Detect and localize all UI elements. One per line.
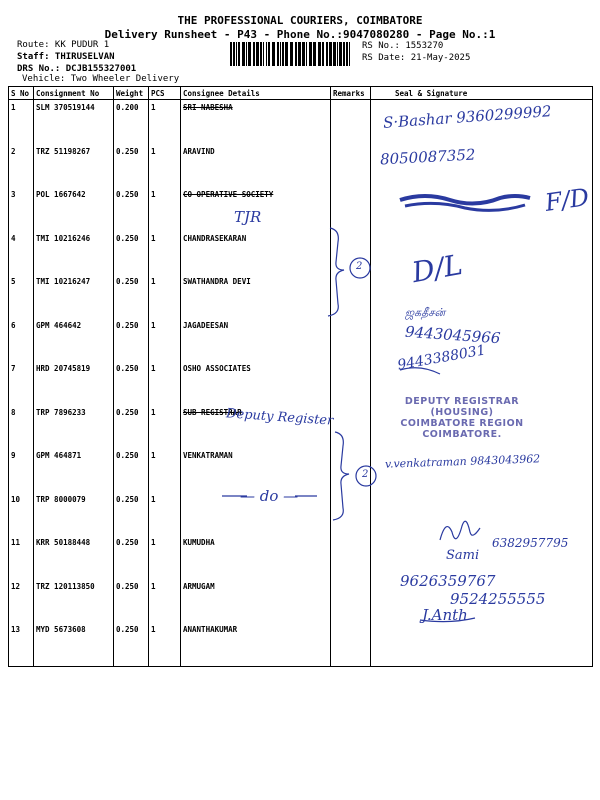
barcode-bar	[277, 42, 279, 66]
row-consignee: CHANDRASEKARAN	[181, 231, 331, 275]
handwriting-row-10-ditto: — do —	[240, 487, 299, 505]
barcode-bar	[242, 42, 245, 66]
row-consignment-no: KRR 50188448	[34, 535, 114, 579]
handwriting-row-7: 9443388031	[396, 342, 487, 374]
row-remarks	[331, 231, 371, 275]
row-weight: 0.250	[114, 405, 149, 449]
row-sno: 2	[9, 144, 34, 188]
handwriting-row-3-note: TJR	[234, 208, 262, 226]
col-sno: S No	[9, 87, 34, 100]
row-consignee: VENKATRAMAN	[181, 448, 331, 492]
row-weight: 0.200	[114, 100, 149, 144]
row-consignment-no: POL 1667642	[34, 187, 114, 231]
barcode-bar	[236, 42, 237, 66]
row-sno: 4	[9, 231, 34, 275]
row-pcs: 1	[149, 448, 181, 492]
barcode-bar	[349, 42, 350, 66]
handwriting-row-6-phone: 9443045966	[404, 322, 501, 348]
barcode-bar	[248, 42, 251, 66]
handwriting-row-3-fd: F/D	[543, 183, 591, 217]
row-weight: 0.250	[114, 274, 149, 318]
company-title: THE PROFESSIONAL COURIERS, COIMBATORE	[177, 14, 423, 27]
row-sno: 5	[9, 274, 34, 318]
row-consignee: SRI NABESHA	[181, 100, 331, 144]
row-pcs: 1	[149, 579, 181, 623]
col-consignee: Consignee Details	[181, 87, 331, 100]
row-consignment-no: TMI 10216246	[34, 231, 114, 275]
row-consignment-no: TRZ 51198267	[34, 144, 114, 188]
row-pcs: 1	[149, 144, 181, 188]
row-signature-cell	[371, 274, 593, 318]
row-weight: 0.250	[114, 187, 149, 231]
row-consignee: SWATHANDRA DEVI	[181, 274, 331, 318]
row-weight: 0.250	[114, 448, 149, 492]
row-consignment-no: GPM 464871	[34, 448, 114, 492]
row-remarks	[331, 579, 371, 623]
row-pcs: 1	[149, 100, 181, 144]
row-pcs: 1	[149, 361, 181, 405]
handwriting-row-8-note: Deputy Register	[225, 406, 334, 429]
route-label: Route: KK PUDUR 1	[17, 40, 110, 50]
row-consignee: CO OPERATIVE SOCIETY	[181, 187, 331, 231]
barcode-bar	[268, 42, 270, 66]
barcode-bar	[333, 42, 336, 66]
barcode-bar	[343, 42, 345, 66]
rs-date: RS Date: 21-May-2025	[362, 53, 471, 63]
barcode-bar	[290, 42, 293, 66]
row-consignment-no: SLM 370519144	[34, 100, 114, 144]
row-consignee: ARMUGAM	[181, 579, 331, 623]
row-pcs: 1	[149, 535, 181, 579]
handwriting-row-13-phone: 9524255555	[450, 590, 546, 608]
handwriting-row-4-5-dl: D/L	[409, 247, 465, 290]
barcode-bar	[246, 42, 247, 66]
row-consignment-no: GPM 464642	[34, 318, 114, 362]
row-pcs: 1	[149, 274, 181, 318]
row-weight: 0.250	[114, 579, 149, 623]
table-row	[9, 622, 593, 666]
row-consignment-no: TRP 8000079	[34, 492, 114, 536]
row-sno: 9	[9, 448, 34, 492]
row-sno: 12	[9, 579, 34, 623]
row-consignee: OSHO ASSOCIATES	[181, 361, 331, 405]
row-sno: 8	[9, 405, 34, 449]
table-header-row	[9, 87, 593, 100]
barcode-bar	[280, 42, 281, 66]
barcode-bar	[295, 42, 297, 66]
staff-label: Staff: THIRUSELVAN	[17, 52, 115, 62]
barcode-bar	[230, 42, 232, 66]
barcode-bar	[337, 42, 338, 66]
row-sno: 1	[9, 100, 34, 144]
row-weight: 0.250	[114, 231, 149, 275]
barcode-bar	[282, 42, 284, 66]
row-weight: 0.250	[114, 622, 149, 666]
barcode-bar	[329, 42, 332, 66]
stamp-line-4: COIMBATORE.	[422, 429, 502, 440]
row-pcs: 1	[149, 318, 181, 362]
row-consignment-no: TRZ 120113850	[34, 579, 114, 623]
barcode-bar	[266, 42, 267, 66]
barcode-bar	[322, 42, 324, 66]
handwriting-row-6-name: ஜகதீசன்	[405, 306, 446, 319]
col-seal-signature: Seal & Signature	[371, 87, 593, 100]
col-remarks: Remarks	[331, 87, 371, 100]
handwriting-row-11: 6382957795	[492, 536, 569, 550]
row-consignment-no: TRP 7896233	[34, 405, 114, 449]
handwriting-row-13-signature: J.Anth	[422, 606, 468, 624]
col-consignment: Consignment No	[34, 87, 114, 100]
row-signature-cell	[371, 492, 593, 536]
handwriting-row-1: S·Bashar 9360299992	[382, 102, 553, 132]
stamp-line-2: (HOUSING)	[430, 407, 494, 418]
barcode-bar	[233, 42, 235, 66]
barcode-bar	[256, 42, 259, 66]
row-weight: 0.250	[114, 144, 149, 188]
col-weight: Weight	[114, 87, 149, 100]
row-consignment-no: TMI 10216247	[34, 274, 114, 318]
table-row	[9, 231, 593, 275]
barcode-bar	[318, 42, 321, 66]
row-sno: 3	[9, 187, 34, 231]
barcode-bar	[260, 42, 262, 66]
barcode-bar	[346, 42, 348, 66]
row-sno: 11	[9, 535, 34, 579]
row-pcs: 1	[149, 187, 181, 231]
barcode	[230, 42, 354, 66]
row-sno: 13	[9, 622, 34, 666]
barcode-bar	[306, 42, 307, 66]
row-pcs: 1	[149, 622, 181, 666]
row-weight: 0.250	[114, 318, 149, 362]
barcode-bar	[272, 42, 275, 66]
barcode-bar	[339, 42, 342, 66]
barcode-bar	[313, 42, 316, 66]
row-remarks	[331, 274, 371, 318]
row-remarks	[331, 100, 371, 144]
vehicle-label: Vehicle: Two Wheeler Delivery	[22, 74, 180, 84]
handwriting-row-12-phone: 9626359767	[400, 572, 496, 590]
handwriting-row-9: v.venkatraman 9843043962	[384, 452, 541, 471]
row-consignee: ANANTHAKUMAR	[181, 622, 331, 666]
row-remarks	[331, 405, 371, 449]
row-signature-cell	[371, 622, 593, 666]
row-consignee: KUMUDHA	[181, 535, 331, 579]
row-remarks	[331, 144, 371, 188]
table-row	[9, 318, 593, 362]
row-remarks	[331, 622, 371, 666]
barcode-bar	[263, 42, 264, 66]
stamp-line-3: COIMBATORE REGION	[400, 418, 524, 429]
row-sno: 10	[9, 492, 34, 536]
row-pcs: 1	[149, 231, 181, 275]
handwriting-row-2: 8050087352	[379, 145, 476, 169]
row-sno: 6	[9, 318, 34, 362]
row-remarks	[331, 535, 371, 579]
rs-number: RS No.: 1553270	[362, 41, 444, 51]
row-consignee: SUB REGISTRAR	[181, 405, 331, 449]
row-consignment-no: HRD 20745819	[34, 361, 114, 405]
handwriting-row-12-name: Sami	[446, 548, 480, 563]
row-pcs: 1	[149, 405, 181, 449]
barcode-bar	[326, 42, 328, 66]
row-consignment-no: MYD 5673608	[34, 622, 114, 666]
row-sno: 7	[9, 361, 34, 405]
barcode-bar	[253, 42, 255, 66]
table-row	[9, 187, 593, 231]
barcode-bar	[285, 42, 288, 66]
table-row	[9, 274, 593, 318]
row-pcs: 1	[149, 492, 181, 536]
row-remarks	[331, 361, 371, 405]
row-weight: 0.250	[114, 361, 149, 405]
table-row	[9, 144, 593, 188]
barcode-bar	[238, 42, 240, 66]
row-weight: 0.250	[114, 492, 149, 536]
row-consignee: JAGADEESAN	[181, 318, 331, 362]
row-remarks	[331, 187, 371, 231]
row-weight: 0.250	[114, 535, 149, 579]
row-signature-cell	[371, 231, 593, 275]
drs-number: DRS No.: DCJB155327001	[17, 64, 137, 74]
barcode-bar	[302, 42, 305, 66]
stamp-line-1: DEPUTY REGISTRAR	[404, 396, 520, 407]
bracket-count-1: 2	[356, 261, 363, 272]
row-remarks	[331, 492, 371, 536]
barcode-bar	[298, 42, 301, 66]
runsheet-table	[8, 86, 593, 667]
runsheet-subtitle: Delivery Runsheet - P43 - Phone No.:9047080280 - Page No.:1	[104, 28, 496, 41]
bracket-count-2: 2	[362, 469, 369, 480]
col-pcs: PCS	[149, 87, 181, 100]
row-remarks	[331, 318, 371, 362]
table-row	[9, 492, 593, 536]
barcode-bar	[309, 42, 312, 66]
row-consignee: ARAVIND	[181, 144, 331, 188]
official-stamp	[372, 396, 552, 440]
